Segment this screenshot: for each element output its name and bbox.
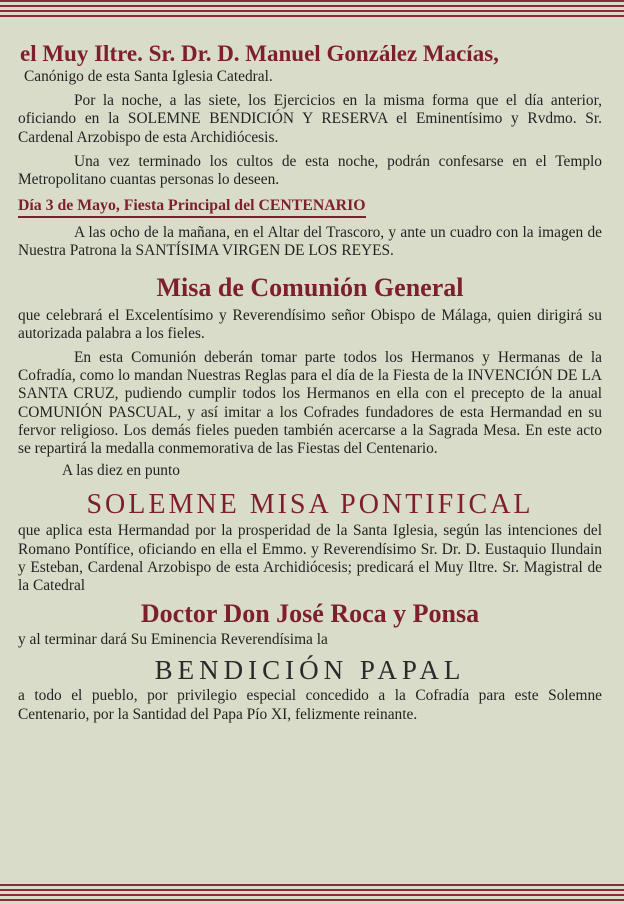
- paragraph-privilege: a todo el pueblo, por privilegio especial concedido a la Cofradía para este Solemne Centenario, por la Santidad del Papa Pío XI, felizmente reinante.: [18, 687, 602, 723]
- title-bendicion-papal: BENDICIÓN PAPAL: [154, 655, 466, 686]
- paragraph-confession: Una vez terminado los cultos de esta noche, podrán confesarse en el Templo Metropolitano cuantas personas lo deseen.: [18, 152, 602, 189]
- title-misa-comunion: Misa de Comunión General: [156, 272, 464, 302]
- paragraph-communion: En esta Comunión deberán tomar parte todos los Hermanos y Hermanas de la Cofradía, como lo mandan Nuestras Reglas para el día de la Fiesta de la INVENCIÓN DE LA SANTA CRUZ, pudiendo cumplir todos los Hermanos en ella con el precepto de la anual COMUNIÓN PASCUAL, y así imitar a los Cofrades fundadores de esta Hermandad en su fervor religioso. Los demás fieles pueden también acercarse a la Sagrada Mesa. En este acto se repartirá la medalla conmemorativa de las Fiestas del Centenario.: [18, 349, 602, 458]
- bottom-border-rule: [0, 884, 624, 904]
- day-heading: Día 3 de Mayo, Fiesta Principal del CENTENARIO: [18, 197, 366, 218]
- paragraph-ten-oclock: A las diez en punto: [62, 462, 180, 480]
- paragraph-evening-exercises: Por la noche, a las siete, los Ejercicios en la misma forma que el día anterior, oficiando en la SOLEMNE BENDICIÓN Y RESERVA el Eminentísimo y Rvdmo. Sr. Cardenal Arzobispo de esta Archidiócesis.: [18, 92, 602, 146]
- paragraph-celebrant: que celebrará el Excelentísimo y Reverendísimo señor Obispo de Málaga, quien dirigirá su autorizada palabra a los fieles.: [18, 306, 602, 342]
- title-doctor: Doctor Don José Roca y Ponsa: [140, 599, 480, 629]
- title-solemne-misa: SOLEMNE MISA PONTIFICAL: [86, 489, 534, 521]
- preacher-role: Canónigo de esta Santa Iglesia Catedral.: [24, 68, 273, 85]
- paragraph-pontifical: que aplica esta Hermandad por la prosperidad de la Santa Iglesia, según las intenciones del Romano Pontífice, oficiando en ella el Emmo. y Reverendísimo Sr. Dr. D. Eustaquio Ilundain y Esteban, Cardenal Arzobispo de esta Archidiócesis; predicará el Muy Iltre. Sr. Magistral de la Catedral: [18, 522, 602, 595]
- document-page: [0, 20, 624, 884]
- top-border-rule: [0, 0, 624, 20]
- preacher-name-heading: el Muy Iltre. Sr. Dr. D. Manuel González Macías,: [20, 41, 499, 66]
- paragraph-eminence: y al terminar dará Su Eminencia Reverendísima la: [18, 631, 328, 649]
- paragraph-morning-mass: A las ocho de la mañana, en el Altar del Trascoro, y ante un cuadro con la imagen de Nuestra Patrona la SANTÍSIMA VIRGEN DE LOS REYES.: [18, 224, 602, 260]
